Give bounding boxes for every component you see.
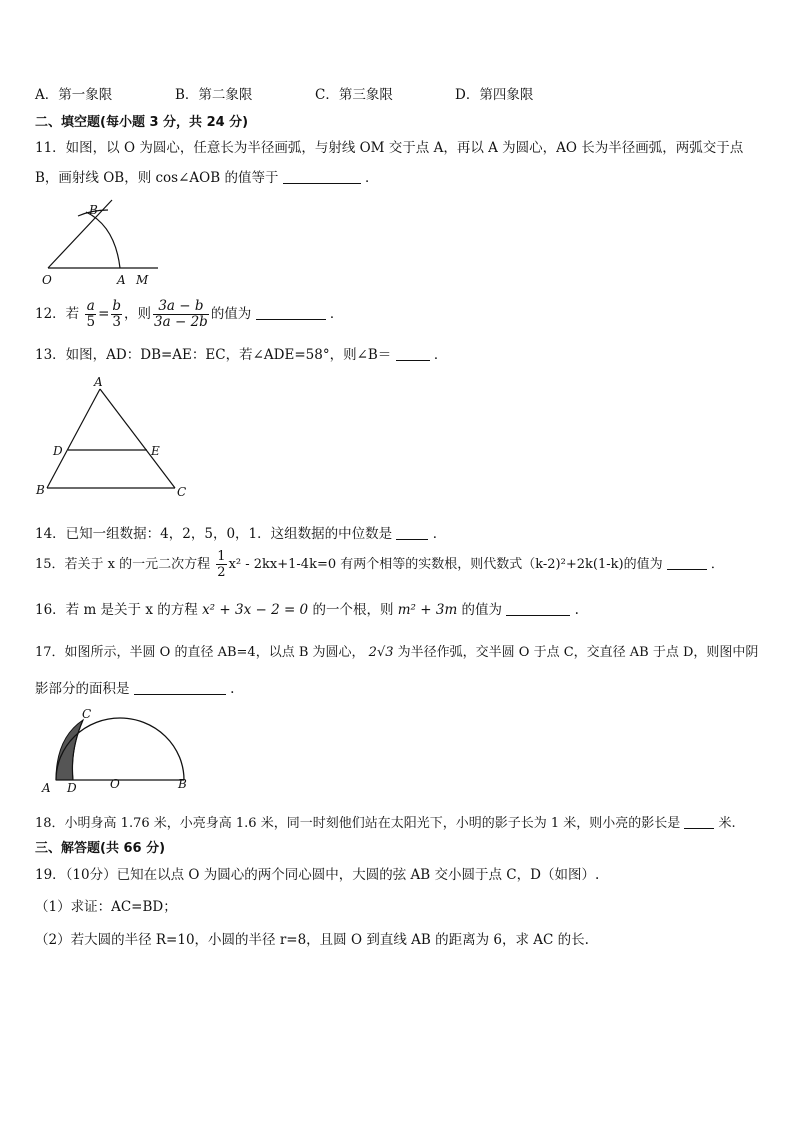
q16-equation: x² + 3x − 2 = 0	[202, 602, 309, 618]
option-a: A．第一象限	[35, 87, 113, 103]
q16-prefix: 16．若 m 是关于 x 的方程	[35, 602, 198, 618]
q11-answer-blank[interactable]	[283, 169, 361, 184]
fraction-a-over-5: $\frac{a}{5}$	[86, 298, 96, 330]
q17-answer-blank[interactable]	[134, 680, 226, 695]
q14-text: 14．已知一组数据：4，2，5，0，1．这组数据的中位数是	[35, 526, 393, 542]
label-E: E	[151, 444, 160, 458]
q11-figure	[40, 200, 170, 295]
side-ab	[47, 389, 100, 488]
label-D: D	[67, 781, 77, 795]
q11-line1: 11．如图，以 O 为圆心，任意长为半径画弧，与射线 OM 交于点 A，再以 A 为圆心，AO 长为半径画弧，两弧交于点	[35, 140, 744, 156]
q19-stem: 19．（10分）已知在以点 O 为圆心的两个同心圆中，大圆的弦 AB 交小圆于点 C，D（如图）.	[35, 867, 600, 883]
label-A: A	[117, 273, 126, 287]
label-B: B	[178, 777, 187, 791]
q17-figure	[38, 708, 198, 793]
q18-text: 18．小明身高 1.76 米，小亮身高 1.6 米，同一时刻他们站在太阳光下，小明的影子长为 1 米，则小亮的影长是	[35, 816, 681, 831]
q18-answer-blank[interactable]	[684, 814, 714, 829]
option-c: C．第三象限	[315, 87, 393, 103]
section3-heading: 三、解答题(共 66 分)	[35, 841, 166, 856]
q17-line1a: 17．如图所示，半圆 O 的直径 AB=4，以点 B 为圆心，	[35, 645, 365, 660]
q13-end: ．	[433, 347, 448, 363]
option-b: B．第二象限	[175, 87, 253, 103]
label-M: M	[136, 273, 149, 287]
q17-line2	[35, 677, 234, 697]
q12-suffix: 的值为	[210, 306, 252, 322]
label-B: B	[36, 483, 45, 497]
q12-prefix: 12．若	[35, 306, 80, 322]
fraction-b-over-3: $\frac{b}{3}$	[112, 298, 122, 330]
q12-answer-blank[interactable]	[256, 305, 326, 320]
q17-radius: 2√3	[368, 645, 394, 660]
label-C: C	[82, 707, 92, 721]
q13	[35, 343, 447, 363]
q13-text: 13．如图，AD：DB=AE：EC，若∠ADE=58°，则∠B＝	[35, 347, 392, 363]
side-ac	[100, 389, 175, 488]
q11-line2	[35, 166, 379, 186]
q15-prefix: 15．若关于 x 的一元二次方程	[35, 557, 211, 572]
label-A: A	[42, 781, 51, 795]
q18	[35, 812, 736, 831]
q13-figure	[35, 375, 195, 500]
q19-part1: （1）求证：AC=BD；	[35, 899, 177, 915]
q17-line2-text: 影部分的面积是	[35, 681, 130, 697]
q12-mid: ，则	[124, 306, 152, 322]
q12	[35, 299, 343, 330]
label-D: D	[53, 444, 63, 458]
q16-expression: m² + 3m	[397, 602, 458, 618]
label-O: O	[110, 777, 120, 791]
option-d: D．第四象限	[455, 87, 534, 103]
label-B: B	[89, 203, 98, 217]
q15-rest: x² - 2kx+1-4k=0 有两个相等的实数根，则代数式（k-2)²+2k(1-k)的值为	[228, 557, 663, 572]
q13-answer-blank[interactable]	[396, 346, 430, 361]
q11-end: ．	[365, 170, 379, 186]
q15-end: ．	[710, 557, 724, 572]
q18-end: 米.	[718, 816, 736, 831]
q19-part2: （2）若大圆的半径 R=10，小圆的半径 r=8，且圆 O 到直线 AB 的距离为 6，求 AC 的长.	[35, 932, 589, 948]
fraction-one-half: $\frac{1}{2}$	[217, 549, 226, 580]
q11-text: B，画射线 OB，则 cos∠AOB 的值等于	[35, 170, 279, 186]
q16	[35, 598, 579, 618]
q12-equals: =	[98, 306, 110, 322]
q12-end: ．	[329, 306, 344, 322]
q16-end: .	[574, 602, 579, 618]
q15-answer-blank[interactable]	[667, 555, 707, 570]
q17-line1	[35, 641, 758, 660]
q16-suffix: 的值为	[461, 602, 503, 618]
q17-line1b: 为半径作弧，交半圆 O 于点 C，交直径 AB 于点 D，则图中阴	[397, 645, 759, 660]
label-C: C	[177, 485, 187, 499]
q15	[35, 549, 724, 580]
q16-mid: 的一个根，则	[312, 602, 394, 618]
q17-end: .	[230, 681, 235, 697]
label-O: O	[42, 273, 52, 287]
q14-end: ．	[432, 526, 447, 542]
q14	[35, 522, 446, 542]
q14-answer-blank[interactable]	[396, 525, 428, 540]
arc-from-o	[86, 212, 120, 268]
label-A: A	[94, 375, 103, 389]
fraction-expression: $\frac{3a - b}{3a - 2b}$	[154, 298, 208, 330]
q16-answer-blank[interactable]	[506, 601, 570, 616]
section2-heading: 二、填空题(每小题 3 分，共 24 分)	[35, 115, 249, 130]
